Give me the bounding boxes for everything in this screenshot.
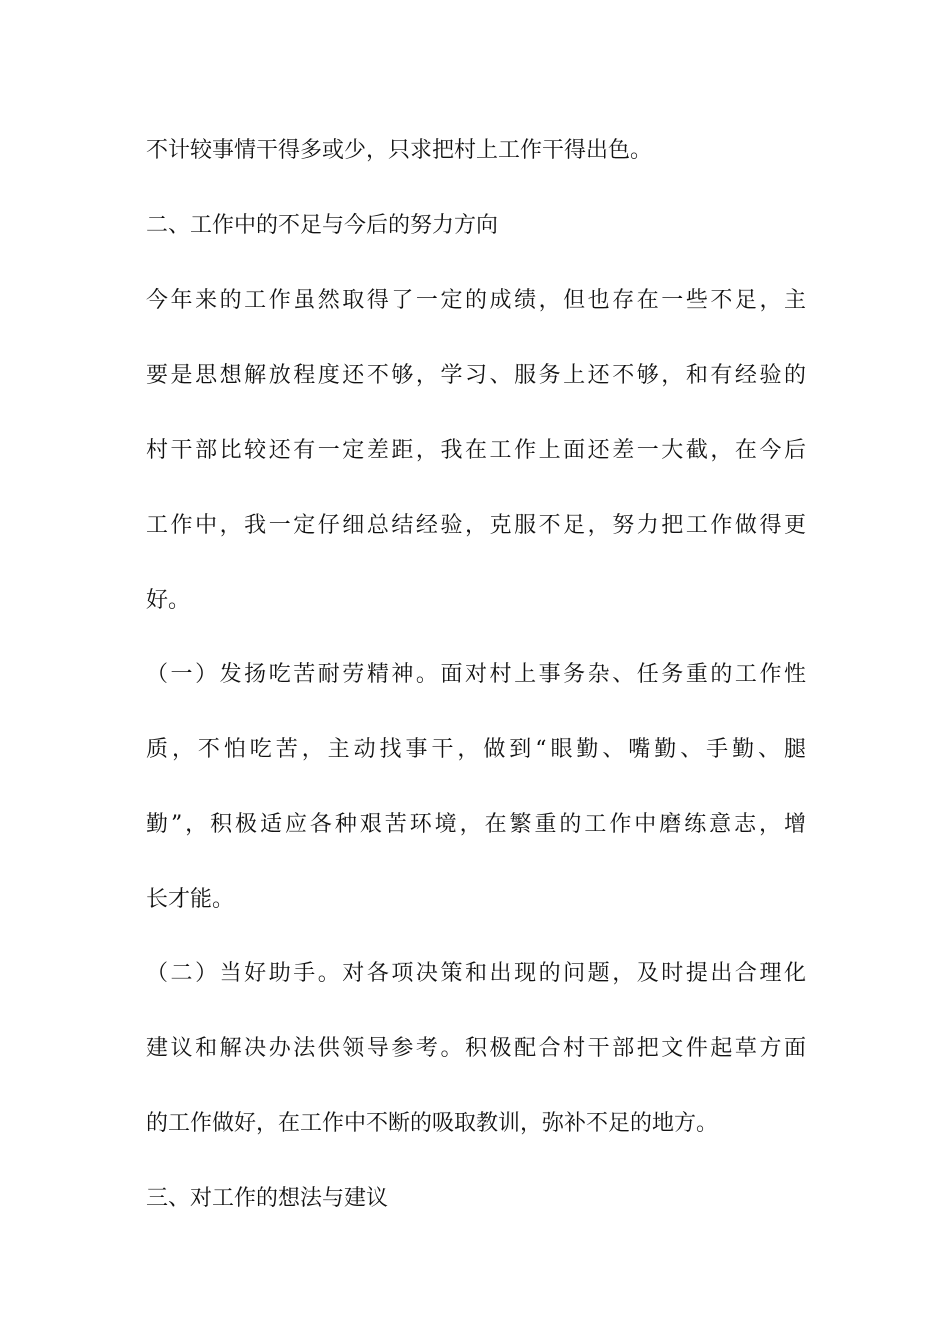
subsection-item-1-line: 勤”，积极适应各种艰苦环境，在繁重的工作中磨练意志，增: [146, 812, 806, 837]
subsection-item-2-line: （二）当好助手。对各项决策和出现的问题，及时提出合理化: [146, 961, 806, 986]
subsection-item-2-line: 建议和解决办法供领导参考。积极配合村干部把文件起草方面: [146, 1036, 806, 1061]
paragraph-line: 今年来的工作虽然取得了一定的成绩，但也存在一些不足，主: [146, 288, 806, 313]
subsection-item-1-line: 质，不怕吃苦，主动找事干，做到“眼勤、嘴勤、手勤、腿: [146, 737, 806, 762]
subsection-item-2-line-end: 的工作做好，在工作中不断的吸取教训，弥补不足的地方。: [146, 1111, 719, 1136]
subsection-item-1-line-end: 长才能。: [146, 887, 235, 912]
section-heading-3: 三、对工作的想法与建议: [146, 1186, 389, 1211]
paragraph-line: 工作中，我一定仔细总结经验，克服不足，努力把工作做得更: [146, 513, 806, 538]
paragraph-line-end: 不计较事情干得多或少，只求把村上工作干得出色。: [146, 138, 653, 163]
paragraph-line-end: 好。: [146, 588, 191, 613]
paragraph-line: 村干部比较还有一定差距，我在工作上面还差一大截，在今后: [146, 438, 806, 463]
paragraph-line: 要是思想解放程度还不够，学习、服务上还不够，和有经验的: [146, 363, 806, 388]
section-heading-2: 二、工作中的不足与今后的努力方向: [146, 213, 499, 238]
subsection-item-1-line: （一）发扬吃苦耐劳精神。面对村上事务杂、任务重的工作性: [146, 662, 806, 687]
